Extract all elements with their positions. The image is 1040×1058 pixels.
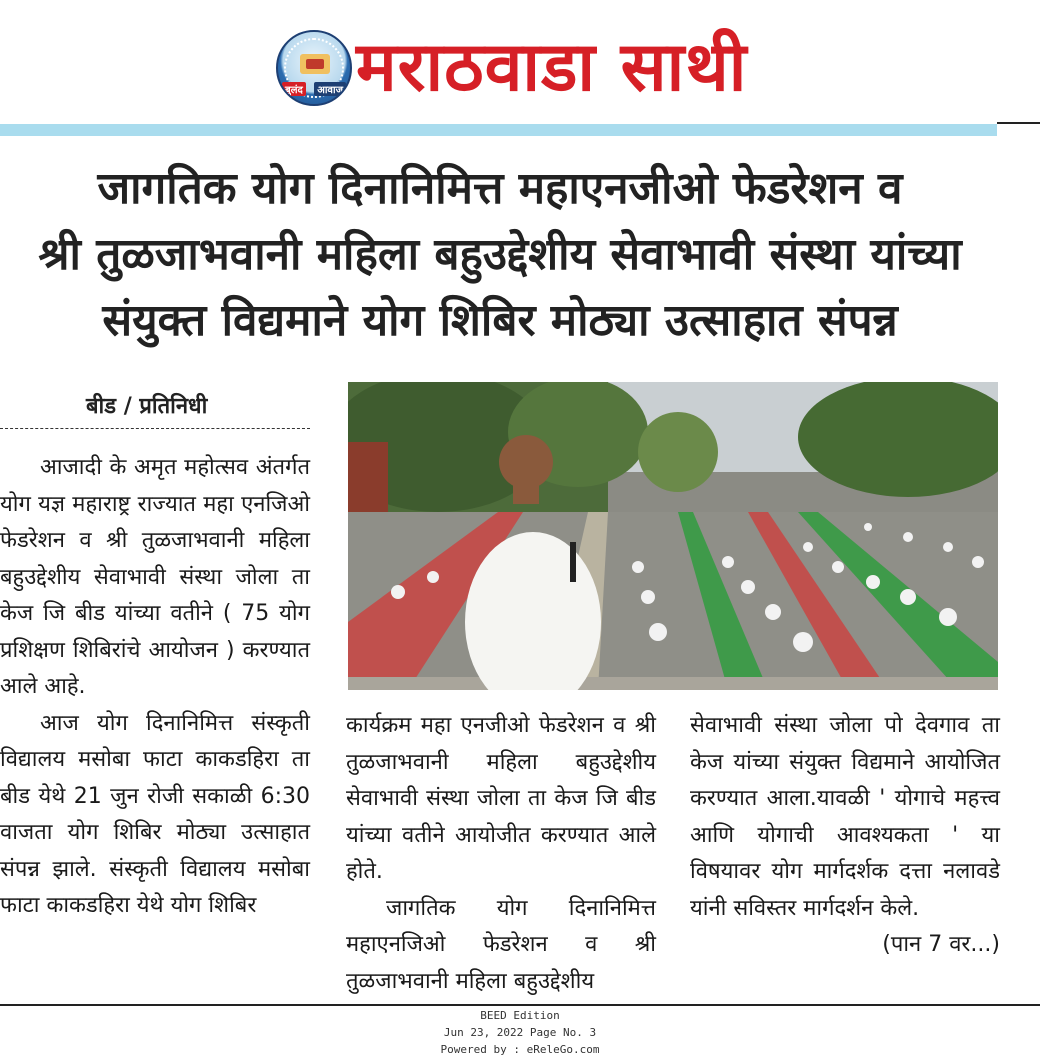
headline — [0, 156, 1000, 354]
paragraph: आज योग दिनानिमित्त संस्कृती विद्यालय मसोबा फाटा काकडहिरा ता बीड येथे 21 जुन रोजी सकाळी 6:30 वाजता योग शिबिर मोठ्या उत्साहात संपन्न झाले. संस्कृती विद्यालय मसोबा फाटा काकडहिरा येथे योग शिबिर — [0, 710, 310, 918]
yoga-camp-photo — [348, 382, 998, 690]
headline-line-1: जागतिक योग दिनानिमित्त महाएनजीओ फेडरेशन व — [97, 163, 903, 214]
logo-tag-right: आवाज — [314, 82, 346, 96]
paragraph: कार्यक्रम महा एनजीओ फेडरेशन व श्री तुळजाभवानी महिला बहुउद्देशीय सेवाभावी संस्था जोला ता केज जि बीड यांच्या वतीने आयोजीत करण्यात आले होते. — [346, 713, 656, 884]
paragraph: सेवाभावी संस्था जोला पो देवगाव ता केज यांच्या संयुक्त विद्यमाने आयोजित करण्यात आला.यावळी ' योगाचे महत्त्व आणि योगाची आवश्यकता ' या विषयावर योग मार्गदर्शक दत्ता नलावडे यांनी सविस्तर मार्गदर्शन केले. — [690, 713, 1000, 921]
masthead-rule — [0, 124, 997, 136]
page-footer — [0, 1007, 1040, 1058]
powered-by-label: Powered by : eReleGo.com — [440, 1043, 600, 1056]
paragraph: जागतिक योग दिनानिमित्त महाएनजिओ फेडरेशन व श्री तुळजाभवानी महिला बहुउद्देशीय — [346, 895, 656, 994]
logo-tag-left: बुलंद — [282, 82, 306, 96]
dateline: बीड / प्रतिनिधी — [86, 394, 208, 419]
date-page-label: Jun 23, 2022 Page No. 3 — [443, 1026, 597, 1039]
masthead — [0, 0, 1040, 122]
article-column-1 — [0, 450, 310, 925]
continued-on-page: (पान 7 वर...) — [882, 932, 1000, 957]
article-column-3 — [690, 708, 1000, 964]
article-column-2 — [346, 708, 656, 1000]
paragraph: आजादी के अमृत महोत्सव अंतर्गत योग यज्ञ महाराष्ट्र राज्यात महा एनजिओ फेडरेशन व श्री तुळजाभवानी महिला बहुउद्देशीय सेवाभावी संस्था जोला ता केज जि बीड यांच्या वतीने ( 75 योग प्रशिक्षण शिबिरांचे आयोजन ) करण्यात आले आहे. — [0, 455, 310, 699]
newspaper-title: मराठवाडा साथी — [356, 28, 748, 107]
headline-line-2: श्री तुळजाभवानी महिला बहुउद्देशीय सेवाभावी संस्था यांच्या — [38, 229, 962, 280]
headline-line-3: संयुक्त विद्यमाने योग शिबिर मोठ्या उत्साहात संपन्न — [102, 295, 898, 346]
edition-label: BEED Edition — [480, 1009, 560, 1022]
newspaper-logo-icon — [276, 30, 352, 106]
footer-divider — [0, 1004, 1040, 1006]
masthead-rule-end — [997, 122, 1040, 124]
dateline-divider — [0, 428, 310, 429]
